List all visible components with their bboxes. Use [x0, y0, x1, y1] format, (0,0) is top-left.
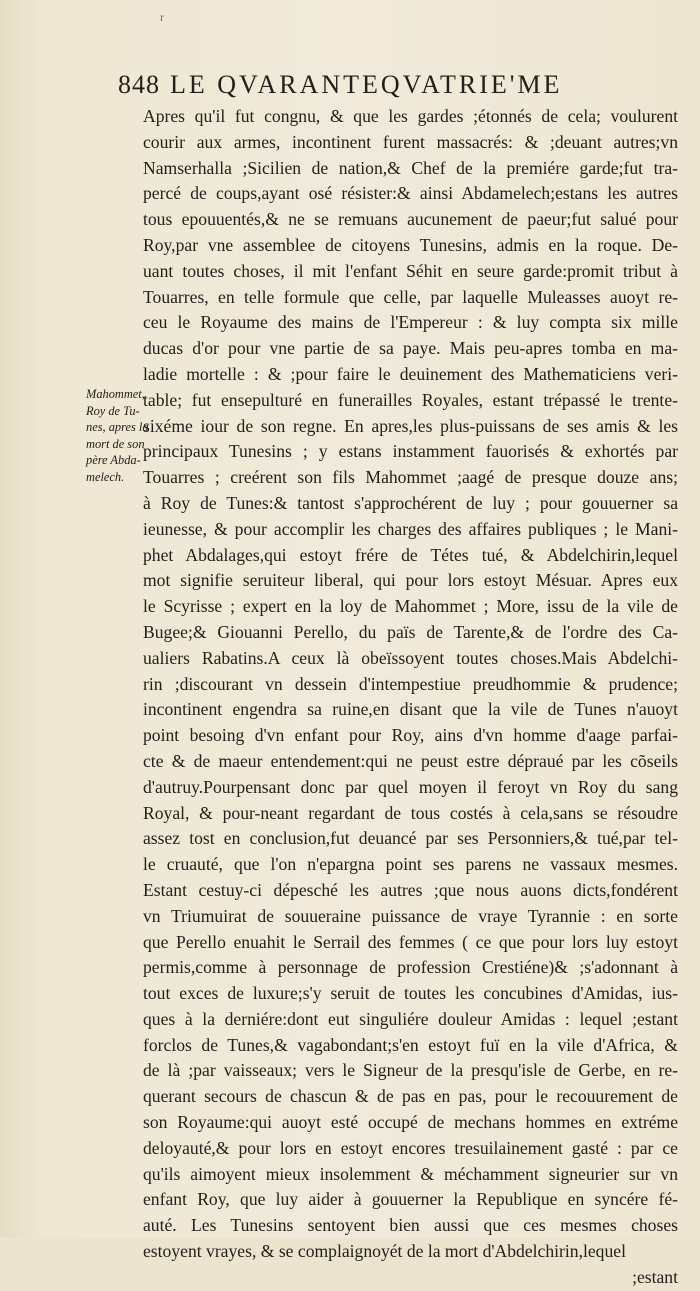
margin-note-line: Mahommet,	[86, 387, 145, 401]
margin-note-line: père Abda-	[86, 453, 141, 468]
text-line: ducas d'or pour vne partie de sa paye. Mais peu-apres tomba en ma-	[143, 338, 678, 359]
text-line: Bugee;& Giouanni Perello, du païs de Tarente,& de l'ordre des Ca-	[143, 621, 678, 642]
text-line: tous epouuentés,& ne se remuans aucunement de paeur;fut salué pour	[143, 209, 678, 230]
text-line: querant secours de chascun & de pas en pas, pour le recouurement de	[143, 1086, 678, 1107]
text-line: auté. Les Tunesins sentoyent bien aussi que ces mesmes choses	[143, 1215, 678, 1236]
margin-note-line: mort de son	[86, 436, 145, 451]
page-number: 848	[118, 70, 160, 99]
text-line: Royal, & pour-neant regardant de tous costés à cela,sans se résoudre	[143, 802, 678, 823]
text-line: rin ;discourant vn dessein d'intempestiue preudhommie & prudence;	[143, 673, 678, 694]
margin-note-line: Roy de Tu-	[86, 403, 140, 418]
margin-note-line: nes, apres la	[86, 420, 149, 435]
text-line: à Roy de Tunes:& tantost s'approchérent de luy ; pour gouuerner sa	[143, 492, 678, 513]
text-line: qu'ils aimoyent mieux insolemment & méchamment signeurier sur vn	[143, 1163, 678, 1184]
text-line: tout exces de luxure;s'y seruit de toutes les concubines d'Amidas, ius-	[143, 983, 678, 1004]
text-line: estoyent vrayes, & se complaignoyét de la mort d'Abdelchirin,lequel	[143, 1241, 626, 1262]
running-head	[118, 70, 678, 100]
text-line: Apres qu'il fut congnu, & que les gardes ;étonnés de cela; voulurent	[143, 106, 678, 126]
text-line: assez tost en conclusion,fut deuancé par ses Personniers,& tué,par tel-	[143, 828, 678, 849]
text-line: le Scyrisse ; expert en la loy de Mahommet ; More, issu de la vile de	[143, 596, 678, 617]
text-line: percé de coups,ayant osé résister:& ainsi Abdamelech;estans les autres	[143, 183, 678, 204]
text-line: cte & de maeur entendement:qui ne peust estre dépraué par les cõseils	[143, 750, 678, 771]
text-line: enfant Roy, que luy aider à gouuerner la Republique en syncére fé-	[143, 1189, 678, 1210]
text-line: le cruauté, que l'on n'epargna point ses parens ne vassaux mesmes.	[143, 854, 678, 875]
text-line: d'autruy.Pourpensant donc par quel moyen il feroyt vn Roy du sang	[143, 776, 678, 797]
ink-mark: r	[160, 10, 164, 24]
text-line: Estant cestuy-ci dépesché les autres ;que nous auons dicts,fondérent	[143, 879, 678, 900]
text-line: ceu le Royaume des mains de l'Empereur : & luy compta six mille	[143, 312, 678, 333]
text-line: son Royaume:qui auoyt esté occupé de mechans hommes en extréme	[143, 1112, 678, 1133]
text-line: ques à la derniére:dont eut singuliére douleur Amidas : lequel ;estant	[143, 1008, 678, 1029]
body-text	[143, 104, 678, 1291]
text-line: Roy,par vne assemblee de citoyens Tunesins, admis en la roque. De-	[143, 234, 678, 255]
text-line: vn Triumuirat de souueraine puissance de vraye Tyrannie : en sorte	[143, 905, 678, 926]
text-line: principaux Tunesins ; y estans instamment fauorisés & exhortés par	[143, 441, 678, 462]
text-line: deloyauté,& pour lors en estoyt encores tresuilainement gasté : par ce	[143, 1137, 678, 1158]
text-line: point besoing d'vn enfant pour Roy, ains d'vn homme d'aage parfai-	[143, 725, 678, 746]
margin-note	[86, 386, 149, 486]
text-line: Touarres ; creérent son fils Mahommet ;aagé de presque douze ans;	[143, 467, 678, 488]
text-line: que Perello enuahit le Serrail des femmes ( ce que pour lors luy estoyt	[143, 931, 678, 952]
text-line: incontinent engendra sa ruine,en disant que la vile de Tunes n'auoyt	[143, 699, 678, 720]
text-line: de là ;par vaisseaux; vers le Signeur de la presqu'isle de Gerbe, en re-	[143, 1060, 678, 1081]
text-line: mot signifie seruiteur liberal, qui pour lors estoyt Mésuar. Apres eux	[143, 570, 678, 591]
text-line: courir aux armes, incontinent furent massacrés: & ;deuant autres;vn	[143, 131, 678, 152]
text-line: sixéme iour de son regne. En apres,les plus-puissans de ses amis & les	[143, 415, 678, 436]
text-line: ieunesse, & pour accomplir les charges des affaires publiques ; le Mani-	[143, 518, 678, 539]
catchword: ;estant	[632, 1266, 678, 1287]
text-line: forclos de Tunes,& vagabondant;s'en estoyt fuï en la vile d'Africa, &	[143, 1034, 678, 1055]
text-line: phet Abdalages,qui estoyt frére de Tétes tué, & Abdelchirin,lequel	[143, 544, 678, 565]
text-line: ladie mortelle : & ;pour faire le deuinement des Mathematiciens veri-	[143, 363, 678, 384]
text-line: table; fut ensepulturé en funerailles Royales, estant trépassé le trente-	[143, 389, 678, 410]
text-line: uant toutes choses, il mit l'enfant Séhit en seure garde:promit tribut à	[143, 260, 678, 281]
running-title: LE QVARANTEQVATRIE'ME	[170, 70, 563, 99]
margin-note-line: melech.	[86, 469, 125, 484]
text-line: permis,comme à personnage de profession Crestiéne)& ;s'adonnant à	[143, 957, 678, 978]
text-line: Touarres, en telle formule que celle, par laquelle Muleasses auoyt re-	[143, 286, 678, 307]
text-line: ualiers Rabatins.A ceux là obeïssoyent toutes choses.Mais Abdelchi-	[143, 647, 678, 668]
text-line: Namserhalla ;Sicilien de nation,& Chef de la premiére garde;fut tra-	[143, 157, 678, 178]
